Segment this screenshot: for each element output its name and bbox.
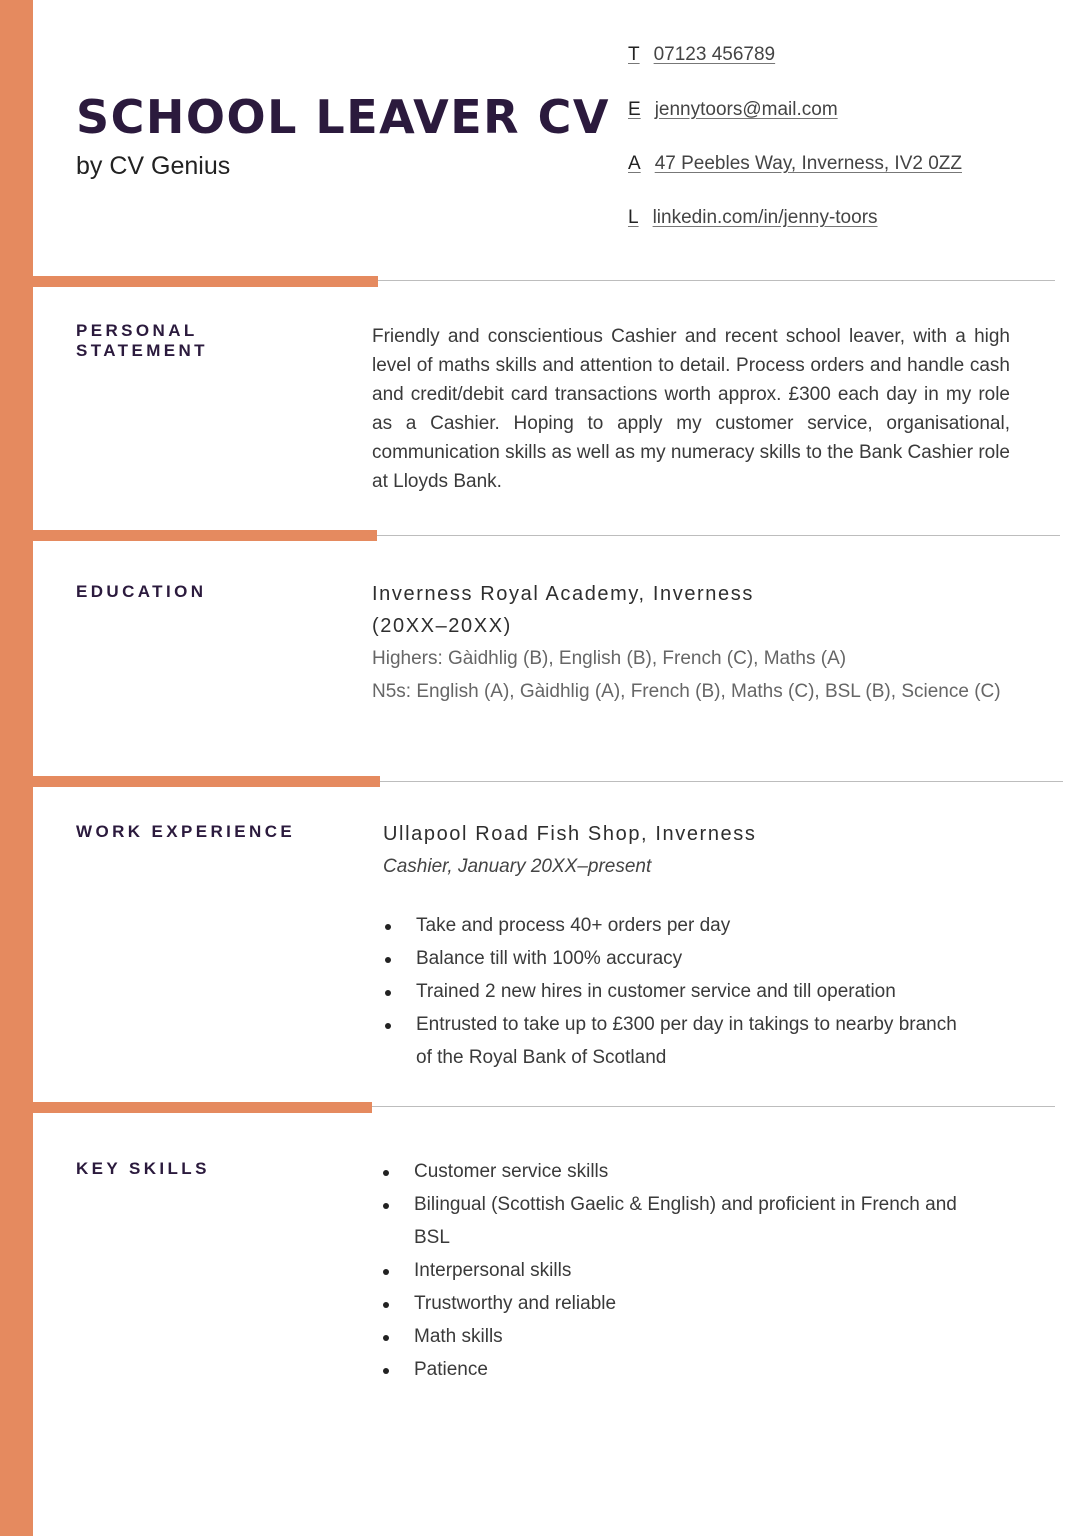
phone-label: T	[628, 44, 640, 65]
personal-statement-heading	[76, 321, 208, 361]
highers-results: Highers: Gàidhlig (B), English (B), French (C), Maths (A)	[372, 648, 847, 669]
list-item: Entrusted to take up to £300 per day in takings to nearby branch of the Royal Bank of Scotland	[383, 1008, 961, 1074]
contact-phone[interactable]	[628, 44, 775, 66]
linkedin-value: linkedin.com/in/jenny-toors	[652, 207, 878, 228]
list-item: Math skills	[381, 1320, 1001, 1353]
section-accent-bar	[33, 530, 377, 541]
employer-name: Ullapool Road Fish Shop, Inverness	[383, 823, 757, 845]
cv-subtitle: by CV Genius	[76, 152, 231, 180]
list-item: Balance till with 100% accuracy	[383, 942, 1023, 975]
list-item: Interpersonal skills	[381, 1254, 1001, 1287]
section-accent-bar	[33, 776, 380, 787]
heading-line: PERSONAL	[76, 321, 198, 340]
work-bullets	[383, 909, 1023, 1074]
work-experience-entry	[383, 818, 1023, 1074]
work-experience-heading: WORK EXPERIENCE	[76, 822, 296, 841]
school-name: Inverness Royal Academy, Inverness	[372, 583, 754, 605]
list-item: Patience	[381, 1353, 1001, 1386]
accent-sidebar	[0, 0, 33, 1536]
email-value: jennytoors@mail.com	[654, 99, 838, 120]
contact-address[interactable]	[628, 153, 962, 175]
education-heading: EDUCATION	[76, 582, 207, 601]
key-skills-heading: KEY SKILLS	[76, 1159, 210, 1178]
phone-value: 07123 456789	[653, 44, 776, 65]
contact-linkedin[interactable]	[628, 207, 878, 229]
heading-line: STATEMENT	[76, 341, 208, 360]
n5-results: N5s: English (A), Gàidhlig (A), French (B), Maths (C), BSL (B), Science (C)	[372, 681, 1001, 702]
list-item: Customer service skills	[381, 1155, 1001, 1188]
education-entry	[372, 578, 1052, 708]
address-value: 47 Peebles Way, Inverness, IV2 0ZZ	[654, 153, 962, 174]
section-accent-bar	[33, 276, 378, 287]
list-item: Trained 2 new hires in customer service and till operation	[383, 975, 1023, 1008]
list-item: Trustworthy and reliable	[381, 1287, 1001, 1320]
list-item: Take and process 40+ orders per day	[383, 909, 1023, 942]
school-dates: (20XX–20XX)	[372, 615, 512, 637]
email-label: E	[628, 99, 641, 120]
job-role: Cashier, January 20XX–present	[383, 856, 652, 877]
section-accent-bar	[33, 1102, 372, 1113]
linkedin-label: L	[628, 207, 639, 228]
list-item: Bilingual (Scottish Gaelic & English) and proficient in French and BSL	[381, 1188, 984, 1254]
cv-title: SCHOOL LEAVER CV	[76, 90, 610, 144]
key-skills-entry	[381, 1155, 1001, 1386]
personal-statement-text: Friendly and conscientious Cashier and recent school leaver, with a high level of maths skills and attention to detail. Process orders and handle cash and credit/debit card transactions worth approx. £300 each day in my role as a Cashier. Hoping to apply my customer service, organisational, communication skills as well as my numeracy skills to the Bank Cashier role at Lloyds Bank.	[372, 326, 1010, 492]
address-label: A	[628, 153, 641, 174]
contact-email[interactable]	[628, 99, 838, 121]
skills-list	[381, 1155, 1001, 1386]
